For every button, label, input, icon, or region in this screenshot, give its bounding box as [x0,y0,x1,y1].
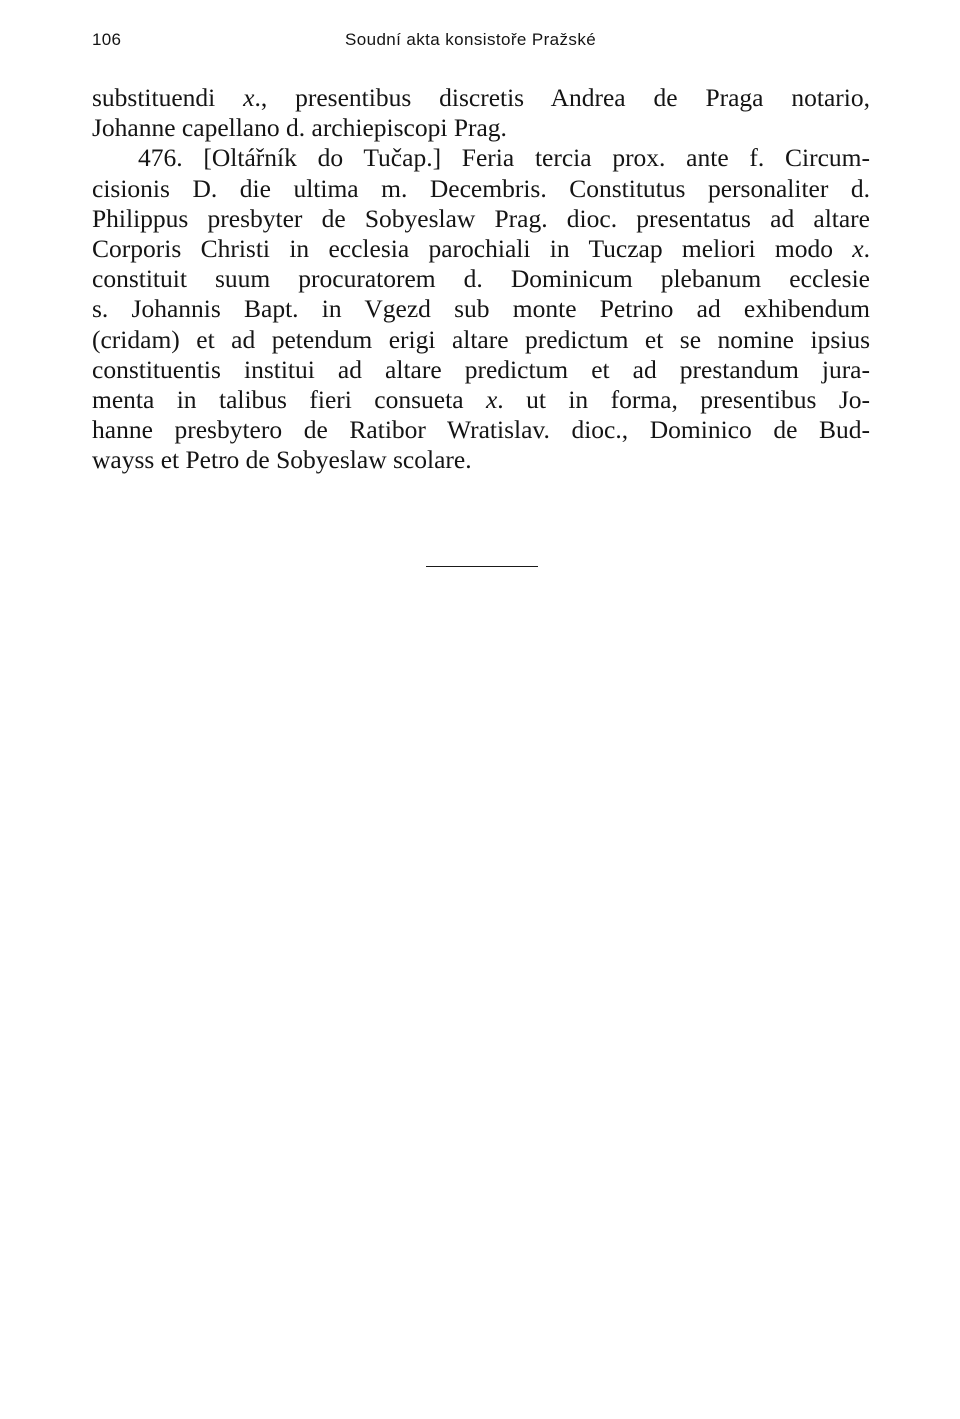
running-head [92,30,870,56]
section-end-rule [426,566,538,567]
text-line: wayss et Petro de Sobyeslaw scolare. [92,445,472,475]
entry-476-first-line: 476. [Oltářník do Tučap.] Feria tercia prox. ante f. Circum- [138,143,870,173]
page-number: 106 [92,30,122,49]
text-line: hanne presbytero de Ratibor Wratislav. dioc., Dominico de Bud- [92,415,870,445]
body-text [92,83,870,475]
text-line: menta in talibus fieri consueta x. ut in forma, presentibus Jo- [92,384,870,414]
running-title: Soudní akta konsistoře Pražské [345,30,597,49]
text-line: Corporis Christi in ecclesia parochiali in Tuczap meliori modo x. [92,233,870,263]
text-line: cisionis D. die ultima m. Decembris. Constitutus personaliter d. [92,173,870,203]
text-line: substituendi x., presentibus discretis Andrea de Praga notario, [92,83,870,112]
text-line: constituentis institui ad altare predictum et ad prestandum jura- [92,354,870,384]
text-line: constituit suum procuratorem d. Dominicum plebanum ecclesie [92,264,870,294]
text-line: Johanne capellano d. archiepiscopi Prag. [92,113,507,143]
text-line: Philippus presbyter de Sobyeslaw Prag. dioc. presentatus ad altare [92,203,870,233]
text-line: (cridam) et ad petendum erigi altare predictum et se nomine ipsius [92,324,870,354]
text-line: s. Johannis Bapt. in Vgezd sub monte Petrino ad exhibendum [92,294,870,324]
